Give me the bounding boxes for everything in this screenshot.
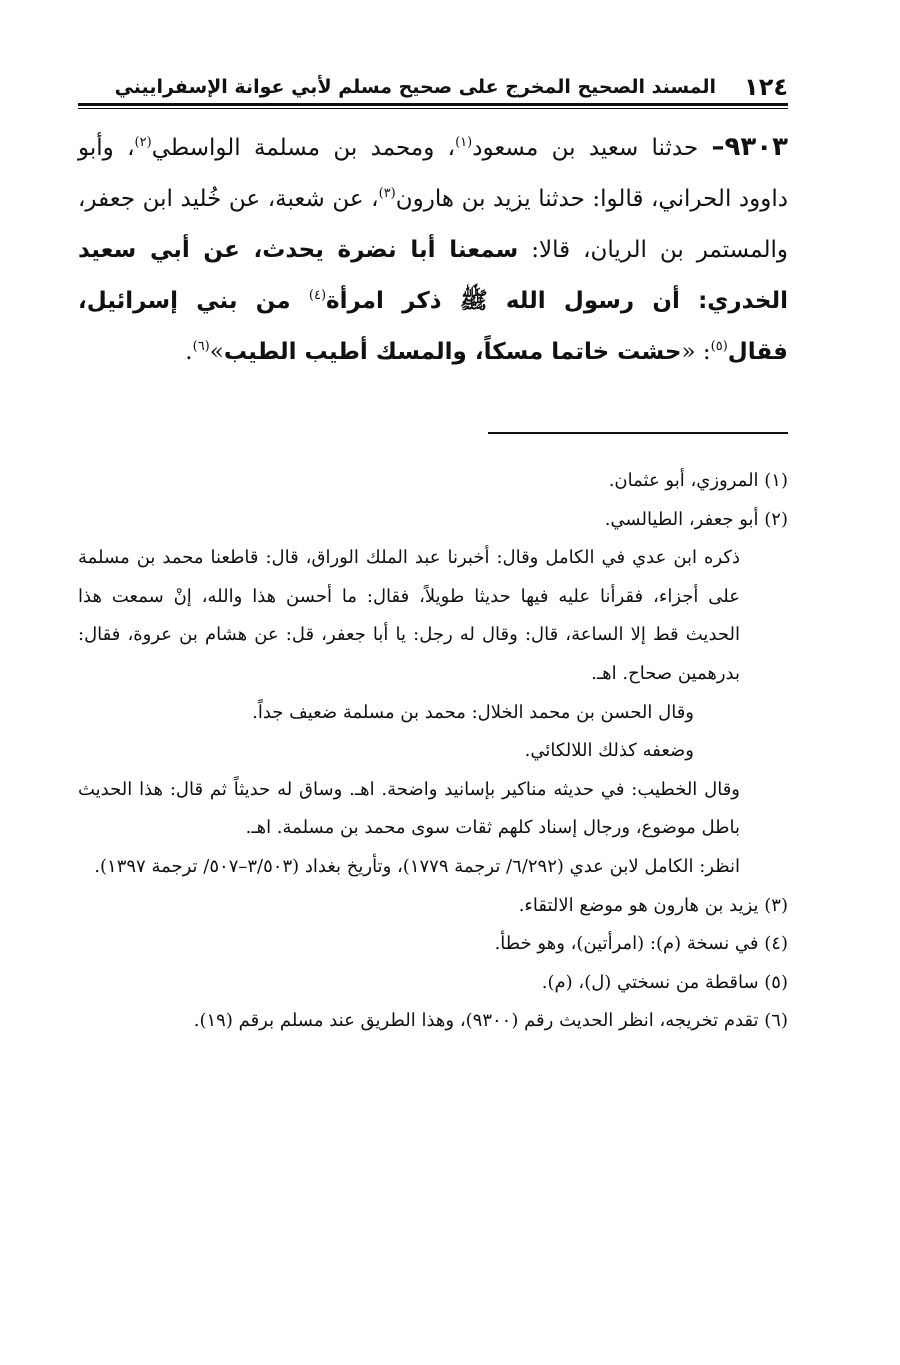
footnote-2-para-4: وقال الخطيب: في حديثه مناكير بإسانيد واضحة. اهـ. وساق له حديثاً ثم قال: هذا الحديث باطل موضوع، ورجال إسناد كلهم ثقات سوى محمد بن مسلمة. اهـ. <box>78 778 740 839</box>
hadith-text <box>78 122 788 378</box>
hadith-text-6: » <box>209 339 224 365</box>
hadith-text-1: حدثنا سعيد بن مسعود <box>472 135 712 161</box>
running-title: المسند الصحيح المخرج على صحيح مسلم لأبي عوانة الإسفراييني <box>114 76 717 98</box>
page-number: ١٢٤ <box>744 73 788 101</box>
hadith-bold-2: من بني إسرائيل، فقال <box>78 288 788 365</box>
footnote-ref-6[interactable]: (٦) <box>192 339 210 354</box>
footnote-6: (٦) تقدم تخريجه، انظر الحديث رقم (٩٣٠٠)، وهذا الطريق عند مسلم برقم (١٩). <box>193 1010 788 1032</box>
hadith-bold-3: حشت خاتما مسكاً، والمسك أطيب الطيب <box>223 339 682 365</box>
footnote-2-para-3: وضعفه كذلك اللالكائي. <box>524 740 694 762</box>
footnote-1: (١) المروزي، أبو عثمان. <box>608 470 788 491</box>
hadith-bold-1: سمعنا أبا نضرة يحدث، عن أبي سعيد الخدري: أن رسول الله ﷺ ذكر امرأة <box>78 237 788 314</box>
footnote-2-para-5: انظر: الكامل لابن عدي (٦/٢٩٢/ ترجمة ١٧٧٩)، وتأريخ بغداد (٣/٥٠٣–٥٠٧/ ترجمة ١٣٩٧). <box>94 855 740 877</box>
hadith-text-4: ، عن شعبة، عن خُليد ابن جعفر، والمستمر بن الريان، قالا: <box>78 186 788 263</box>
footnotes <box>78 462 788 1041</box>
footnote-ref-5[interactable]: (٥) <box>710 339 728 354</box>
hadith-text-5: : « <box>681 339 711 365</box>
hadith-text-2: ، ومحمد بن مسلمة الواسطي <box>151 135 456 161</box>
footnote-ref-2[interactable]: (٢) <box>134 135 152 150</box>
hadith-text-3: ، وأبو داوود الحراني، قالوا: حدثنا يزيد بن هارون <box>78 135 788 212</box>
header-rule-thick <box>78 103 788 106</box>
footnote-2-para-2: وقال الحسن بن محمد الخلال: محمد بن مسلمة ضعيف جداً. <box>252 701 694 723</box>
header-rule-thin <box>78 108 788 109</box>
footnote-2: (٢) أبو جعفر، الطيالسي. <box>604 508 788 530</box>
footnote-ref-4[interactable]: (٤) <box>308 288 327 303</box>
footnote-separator <box>488 432 788 434</box>
footnote-4: (٤) في نسخة (م): (امرأتين)، وهو خطأ. <box>494 933 788 955</box>
footnote-3: (٣) يزيد بن هارون هو موضع الالتقاء. <box>518 894 788 916</box>
footnote-2-para-1: ذكره ابن عدي في الكامل وقال: أخبرنا عبد الملك الوراق، قال: قاطعنا محمد بن مسلمة على أجزاء، فقرأنا عليه فيها حديثا طويلاً، فقال: ما أحسن هذا والله، إنْ سمعت هذا الحديث قط إلا الساعة، قال: وقال له رجل: يا أبا جعفر، قل: عن هشام بن عروة، فقال: بدرهمين صحاح. اهـ. <box>78 547 740 684</box>
page-header <box>78 70 788 104</box>
footnote-ref-1[interactable]: (١) <box>455 135 473 150</box>
hadith-text-7: . <box>185 339 193 365</box>
footnote-5: (٥) ساقطة من نسختي (ل)، (م). <box>541 971 788 993</box>
footnote-ref-3[interactable]: (٣) <box>378 186 396 201</box>
hadith-number: ٩٣٠٣– <box>711 132 789 162</box>
